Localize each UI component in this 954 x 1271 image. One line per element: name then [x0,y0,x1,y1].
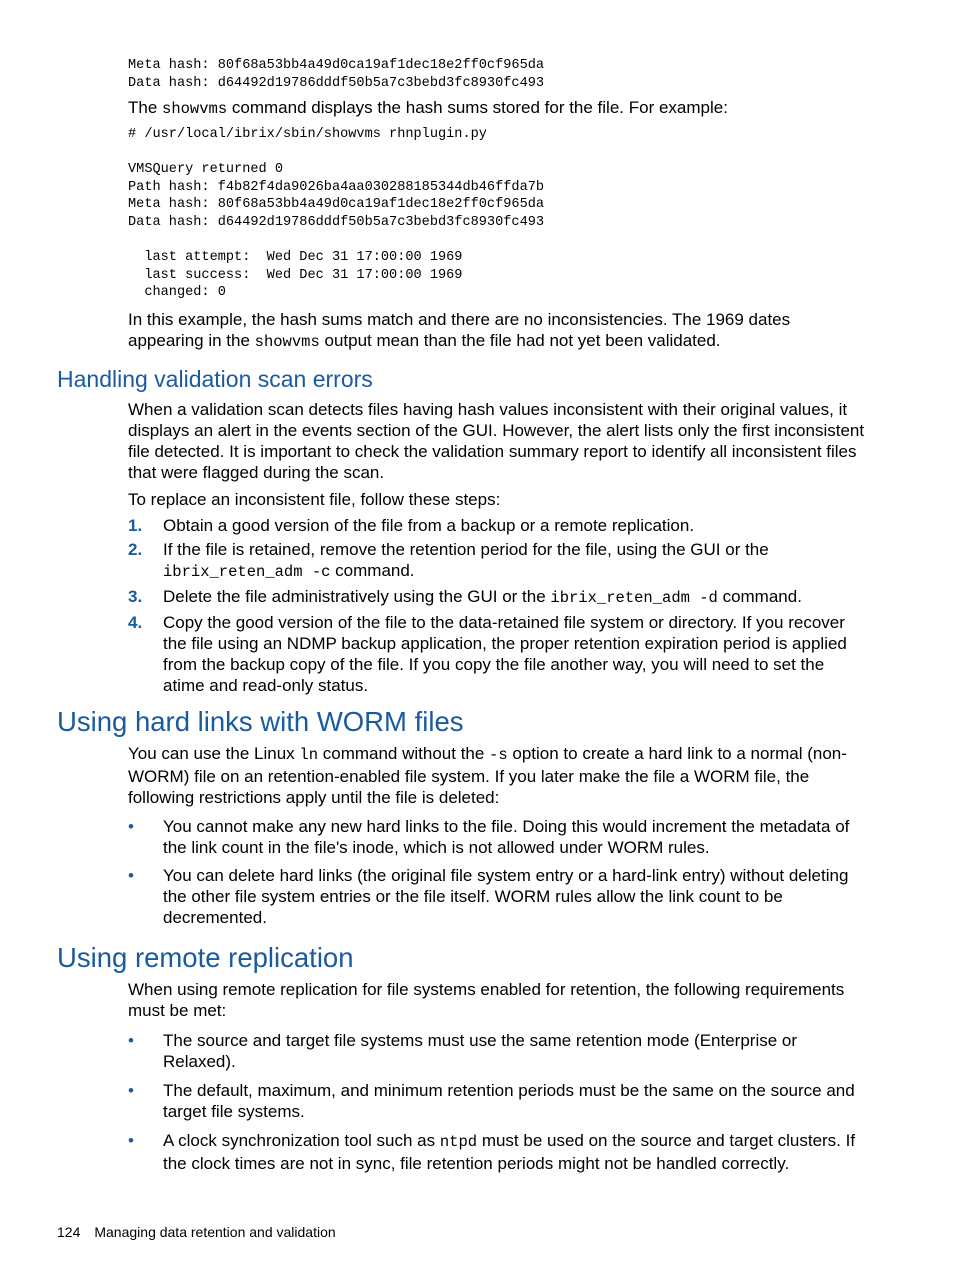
paragraph-hard-links-intro [128,743,870,808]
list-item [128,586,870,609]
heading-hard-links: Using hard links with WORM files [57,706,464,737]
inline-code: showvms [254,333,320,351]
step-number: 4. [128,613,143,632]
text: option to create a hard link to a normal (non-WORM) file on an retention-enabled file system. If you later make the file a WORM file, the following restrictions apply until the file is deleted: [128,744,847,807]
list-item [128,539,870,583]
step-number: 3. [128,587,143,606]
list-item [128,816,870,858]
inline-code: ln [299,746,319,764]
text: command displays the hash sums stored for the file. For example: [227,98,728,117]
text: command. [330,561,415,580]
text: You can delete hard links (the original file system entry or a hard-link entry) without deleting the other file system entries or the file itself. WORM rules allow the link count to be decremented. [163,866,849,927]
text: The source and target file systems must use the same retention mode (Enterprise or Relaxed). [163,1031,798,1071]
text: In this example, the hash sums match and there are no inconsistencies. The 1969 dates appearing in the [128,310,791,350]
bullet-icon: • [128,1081,134,1100]
text: command without the [318,744,490,763]
bullet-icon: • [128,817,134,836]
step-number: 1. [128,516,143,535]
page-footer [57,1223,336,1241]
text: You cannot make any new hard links to the file. Doing this would increment the metadata of the link count in the file's inode, which is not allowed under WORM rules. [163,817,850,857]
steps-list [128,515,870,696]
text: If the file is retained, remove the retention period for the file, using the GUI or the [163,540,769,559]
inline-code: ibrix_reten_adm -d [550,589,718,607]
text: You can use the Linux [128,744,300,763]
paragraph-replace-intro: To replace an inconsistent file, follow these steps: [128,490,501,509]
heading-validation-errors: Handling validation scan errors [57,366,373,392]
code-block-showvms-output: # /usr/local/ibrix/sbin/showvms rhnplugin.py VMSQuery returned 0 Path hash: f4b82f4da9026ba4aa030288185344db46ffda7b Meta hash: 80f68a53bb4a49d0ca19af1dec18e2ff0cf965da Data hash: d64492d19786dddf50b5a7c3bebd3fc8930fc493 last attempt: Wed Dec 31 17:00:00 1969 last success: Wed Dec 31 17:00:00 1969 changed: 0 [128,127,545,301]
page-number: 124 [57,1224,81,1240]
list-item [128,1030,870,1072]
list-item [128,865,870,928]
text: The [128,98,163,117]
hard-links-restrictions-list [128,816,870,928]
text: output mean than the file had not yet been validated. [319,331,721,350]
paragraph-validation-alert: When a validation scan detects files having hash values inconsistent with their original values, it displays an alert in the events section of the GUI. However, the alert lists only the first inconsistent file detected. It is important to check the validation summary report to identify all inconsistent files that were flagged during the scan. [128,400,865,482]
inline-code: ibrix_reten_adm -c [163,563,331,581]
replication-requirements-list [128,1030,870,1174]
paragraph-example [128,309,870,353]
text: must be used on the source and target clusters. If the clock times are not in sync, file retention periods might not be handled correctly. [163,1131,856,1173]
text: A clock synchronization tool such as [163,1131,440,1150]
bullet-icon: • [128,866,134,885]
list-item [128,515,870,536]
text: Copy the good version of the file to the data-retained file system or directory. If you recover the file using an NDMP backup application, the proper retention expiration period is applied from the backup copy of the file. If you copy the file another way, you will need to set the atime and read-only status. [163,613,847,695]
inline-code: -s [489,746,508,764]
text: The default, maximum, and minimum retention periods must be the same on the source and target file systems. [163,1081,855,1121]
list-item [128,1080,870,1122]
text: Obtain a good version of the file from a backup or a remote replication. [163,516,695,535]
step-number: 2. [128,540,143,559]
bullet-icon: • [128,1031,134,1050]
bullet-icon: • [128,1131,134,1150]
text: Delete the file administratively using the GUI or the [163,587,551,606]
code-block-hashes: Meta hash: 80f68a53bb4a49d0ca19af1dec18e2ff0cf965da Data hash: d64492d19786dddf50b5a7c3bebd3fc8930fc493 [128,58,545,91]
list-item [128,1130,870,1174]
paragraph-showvms [128,97,870,120]
inline-code: showvms [162,100,228,118]
heading-remote-replication: Using remote replication [57,942,354,973]
inline-code: ntpd [439,1133,478,1151]
paragraph-replication-intro: When using remote replication for file systems enabled for retention, the following requirements must be met: [128,980,845,1020]
footer-title: Managing data retention and validation [94,1224,336,1240]
text: command. [717,587,802,606]
list-item [128,612,870,696]
